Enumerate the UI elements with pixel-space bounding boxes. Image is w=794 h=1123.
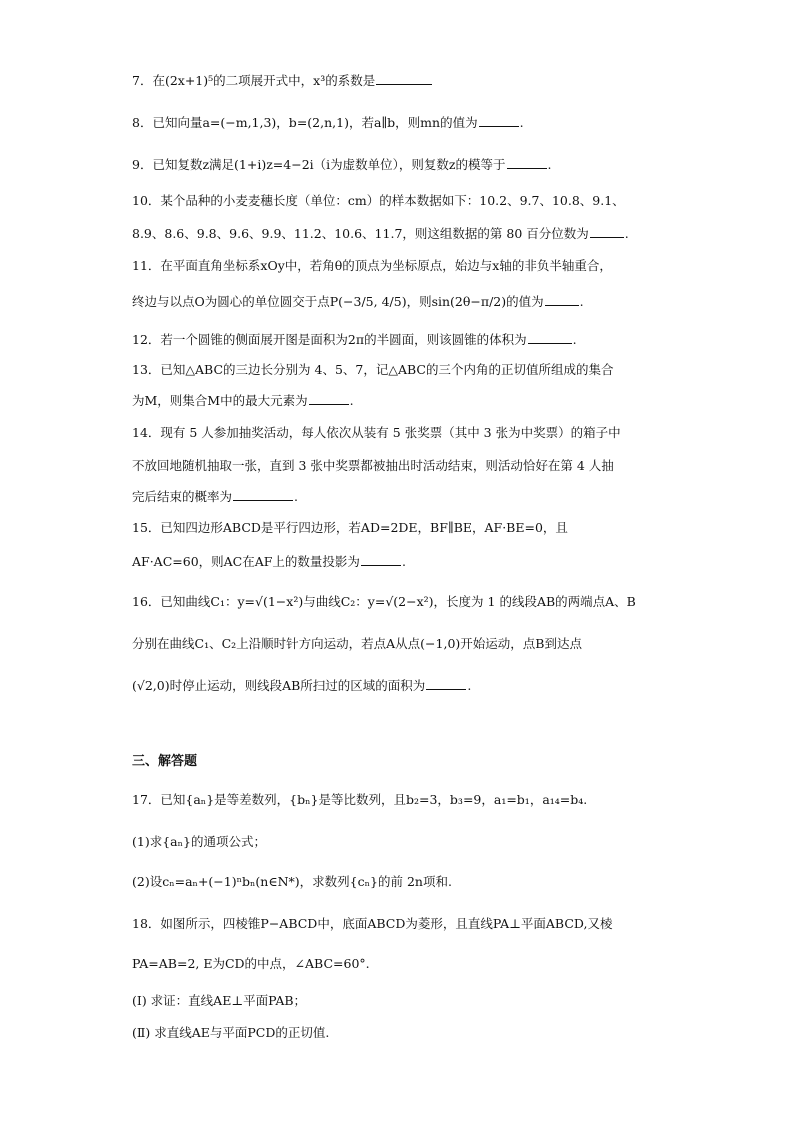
question-text: (√2,0)时停止运动，则线段AB所扫过的区域的面积为 — [132, 678, 426, 693]
question-tail: . — [547, 157, 552, 172]
answer-blank — [361, 553, 401, 566]
answer-blank — [309, 392, 349, 405]
question-text: 7．在(2x+1)⁵的二项展开式中，x³的系数是 — [132, 73, 376, 88]
question-17-part-1: (1)求{aₙ}的通项公式； — [132, 834, 266, 849]
question-text: 终边与以点O为圆心的单位圆交于点P(−3/5, 4/5)，则sin(2θ−π/2)的值为 — [132, 294, 544, 309]
question-18-stem-line-1: 18．如图所示，四棱锥P−ABCD中，底面ABCD为菱形，且直线PA⊥平面ABCD,又棱 — [132, 916, 613, 931]
question-tail: . — [294, 489, 298, 504]
question-16-line-2: 分别在曲线C₁、C₂上沿顺时针方向运动，若点A从点(−1,0)开始运动，点B到达点 — [132, 636, 582, 651]
answer-blank — [545, 293, 579, 306]
question-11-line-1: 11．在平面直角坐标系xOy中，若角θ的顶点为坐标原点，始边与x轴的非负半轴重合， — [132, 258, 612, 273]
question-14-line-2: 不放回地随机抽取一张，直到 3 张中奖票都被抽出时活动结束，则活动恰好在第 4 人抽 — [132, 458, 614, 473]
question-16-line-3 — [132, 676, 672, 696]
question-13-line-2 — [132, 391, 672, 411]
answer-blank — [233, 488, 293, 501]
question-14-line-1: 14．现有 5 人参加抽奖活动，每人依次从装有 5 张奖票（其中 3 张为中奖票）的箱子中 — [132, 425, 621, 440]
question-text: 12．若一个圆锥的侧面展开图是面积为2π的半圆面，则该圆锥的体积为 — [132, 332, 527, 347]
question-tail: . — [467, 678, 472, 693]
question-tail: . — [572, 332, 577, 347]
answer-blank — [590, 225, 624, 238]
question-18-part-1: (Ⅰ) 求证：直线AE⊥平面PAB； — [132, 993, 307, 1008]
question-text: 为M，则集合M中的最大元素为 — [132, 393, 308, 408]
question-text: 8．已知向量a=(−m,1,3)，b=(2,n,1)，若a∥b，则mn的值为 — [132, 115, 478, 130]
answer-blank — [479, 114, 519, 127]
question-14-line-3 — [132, 487, 672, 507]
question-15-line-2 — [132, 552, 672, 572]
question-10-line-2 — [132, 224, 672, 244]
question-tail: . — [519, 115, 524, 130]
question-12 — [132, 330, 672, 350]
question-tail: . — [349, 393, 354, 408]
question-text: AF·AC=60，则AC在AF上的数量投影为 — [132, 554, 360, 569]
question-18-part-2: (Ⅱ) 求直线AE与平面PCD的正切值. — [132, 1025, 330, 1040]
question-tail: . — [401, 554, 406, 569]
answer-blank — [426, 677, 466, 690]
question-11-line-2 — [132, 292, 672, 312]
answer-blank — [528, 331, 572, 344]
question-16-line-1: 16．已知曲线C₁：y=√(1−x²)与曲线C₂：y=√(2−x²)，长度为 1 的线段AB的两端点A、B — [132, 594, 636, 609]
section-heading: 三、解答题 — [132, 754, 198, 769]
question-8 — [132, 113, 672, 133]
question-tail: . — [579, 294, 584, 309]
question-17-part-2: (2)设cₙ=aₙ+(−1)ⁿbₙ(n∈N*)，求数列{cₙ}的前 2n项和. — [132, 874, 452, 889]
question-tail: . — [624, 226, 629, 241]
question-text: 9．已知复数z满足(1+i)z=4−2i（i为虚数单位），则复数z的模等于 — [132, 157, 506, 172]
question-text: 8.9、8.6、9.8、9.6、9.9、11.2、10.6、11.7，则这组数据的第 80 百分位数为 — [132, 226, 589, 241]
question-7 — [132, 71, 672, 91]
question-15-line-1: 15．已知四边形ABCD是平行四边形，若AD=2DE，BF∥BE，AF·BE=0，且 — [132, 520, 568, 535]
answer-blank — [376, 72, 432, 85]
question-text: 完后结束的概率为 — [132, 489, 233, 504]
answer-blank — [507, 156, 547, 169]
question-9 — [132, 155, 672, 175]
question-17-stem: 17．已知{aₙ}是等差数列，{bₙ}是等比数列，且b₂=3，b₃=9，a₁=b₁，a₁₄=b₄. — [132, 792, 588, 807]
question-18-stem-line-2: PA=AB=2, E为CD的中点，∠ABC=60°. — [132, 956, 370, 971]
question-10-line-1: 10．某个品种的小麦麦穗长度（单位：cm）的样本数据如下：10.2、9.7、10.8、9.1、 — [132, 193, 625, 208]
question-13-line-1: 13．已知△ABC的三边长分别为 4、5、7，记△ABC的三个内角的正切值所组成的集合 — [132, 362, 614, 377]
